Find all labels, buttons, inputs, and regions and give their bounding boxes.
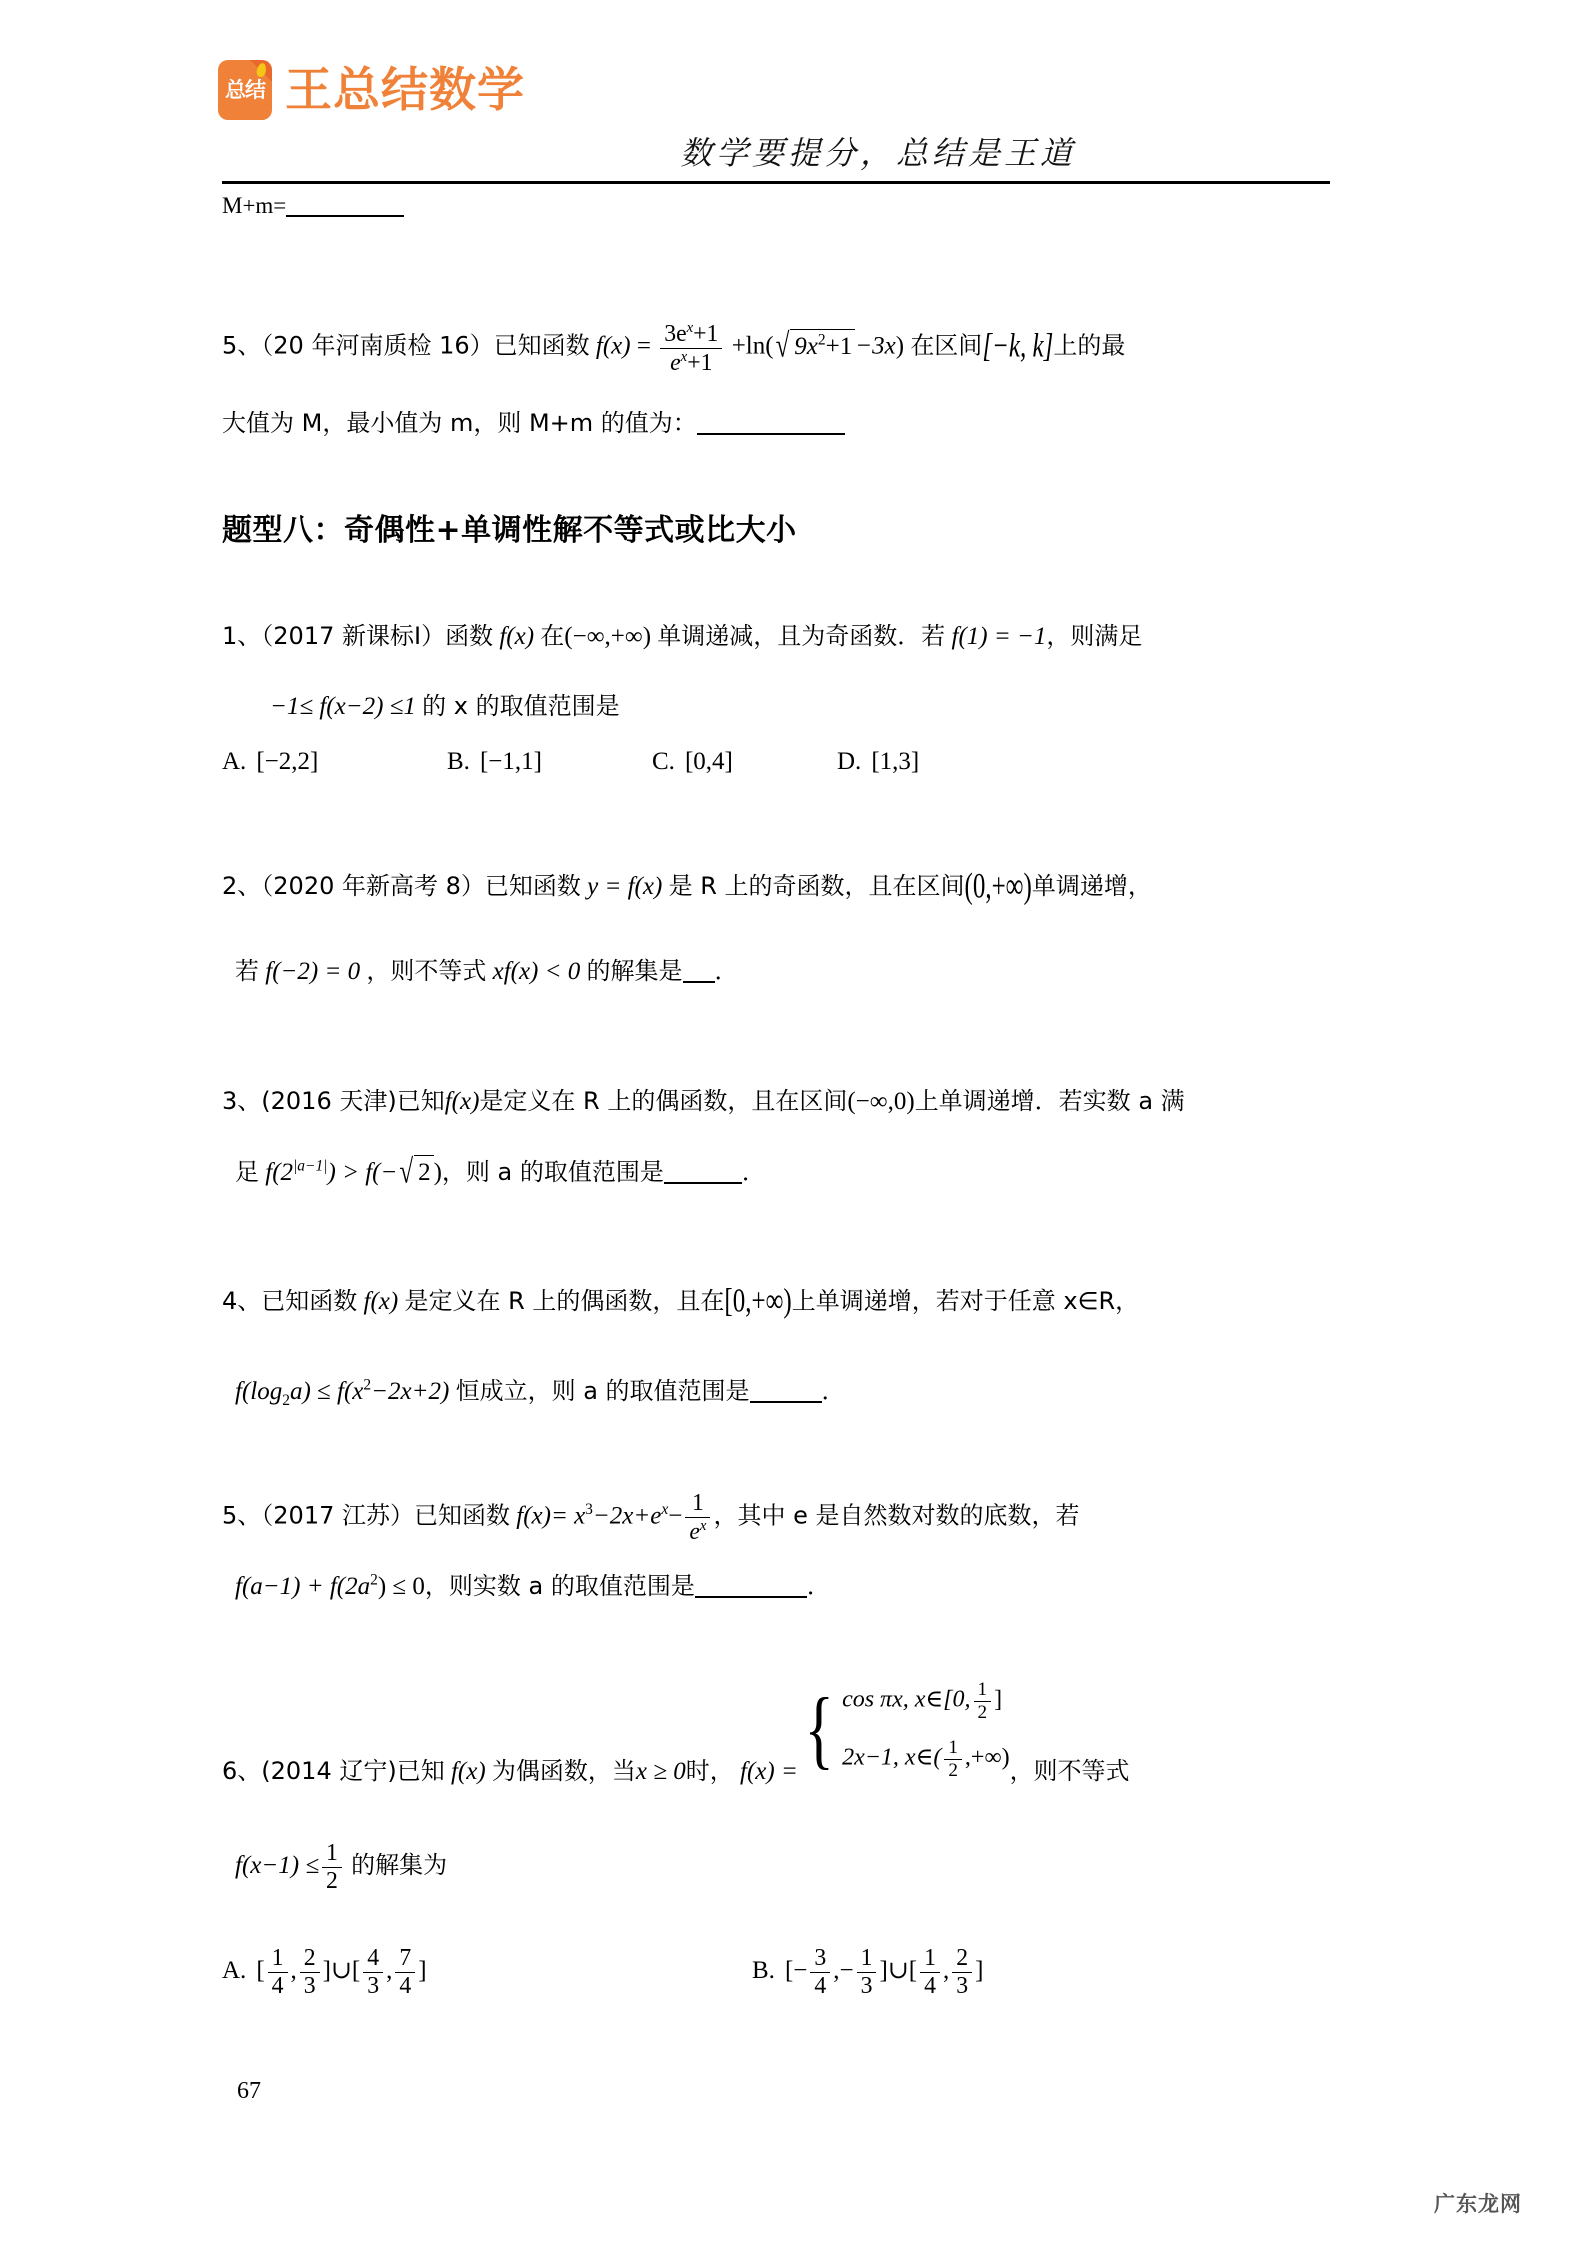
piece-1-fraction [974,1679,992,1723]
problem-5-top-source: （20 年河南质检 16） [261,331,494,360]
header-tagline: 数学要提分，总结是王道 [680,134,1077,172]
problem-3-sqrt [397,1155,433,1189]
problem-2-line-1 [222,866,1152,907]
answer-blank [683,981,715,983]
fraction-denominator: 3 [857,1972,877,2000]
answer-blank [286,215,404,217]
problem-2-source: （2020 年新高考 8） [261,872,485,900]
fraction-numerator: 1 [924,1945,936,1971]
problem-3-interval: (−∞,0) [847,1088,915,1115]
problem-5-stem: 已知函数 [414,1501,510,1530]
choice-label: A. [222,748,247,775]
problem-5-top-fx: f(x) [595,332,631,360]
problem-6-line1-c: 时， [685,1756,734,1785]
choice-open-1: [− [784,1956,808,1984]
fraction-numerator: 4 [367,1945,380,1971]
problem-6-number: 6、 [222,1756,262,1785]
problem-1-line-1 [222,620,1142,653]
problem-4-interval: [0,+∞) [724,1283,792,1320]
problem-2-period: ． [714,957,739,985]
problem-4-line-1 [222,1285,1139,1318]
fraction-numerator: 3 [814,1945,827,1971]
fraction-numerator: 1 [691,1490,704,1516]
problem-5-sup3: 3 [585,1500,593,1518]
choice-open-1: [ [256,1956,265,1984]
fraction-denominator [660,348,722,377]
watermark: 广东龙网 [1434,2192,1522,2216]
problem-4-line1-c: 上单调递增，若对于任意 x∈R， [791,1287,1140,1315]
problem-6-fraction [322,1840,342,1894]
frac-den-base: e [670,349,681,376]
problem-1-line1-d: ，则满足 [1046,622,1143,650]
piece-2-close: ,+∞) [964,1744,1010,1771]
answer-blank [664,1182,742,1184]
problem-5-minus: − [668,1502,683,1530]
problem-3-fx: f(x) [444,1088,480,1115]
problem-3-number: 3、 [222,1087,262,1115]
problem-5-line-1 [222,1490,1079,1545]
problem-1-choice-a[interactable] [222,748,447,776]
choice-open-2: [ [908,1956,918,1984]
choice-close-2: ] [418,1956,427,1984]
radicand-exponent: 2 [817,331,826,349]
problem-4-number: 4、 [222,1287,262,1315]
choice-label: A. [222,1956,247,1984]
problem-5-top-number: 5、 [222,331,262,360]
logo-mark-icon [218,60,272,120]
choice-close-1: ] [322,1956,331,1984]
fraction-denominator: 2 [974,1701,992,1724]
logo-mark-text: 总结 [225,77,265,102]
choice-fraction [952,1945,972,1999]
frac-den-tail: +1 [687,349,713,376]
page-number: 67 [237,2078,261,2104]
problem-2-line2-c: 的解集是 [586,957,683,985]
problem-1-line2-tail: 的 x 的取值范围是 [422,692,620,720]
problem-5-line-2 [235,1570,831,1603]
fraction-denominator: 4 [395,1972,415,2000]
problem-3-exponent: |a−1| [293,1157,328,1175]
problem-1-number: 1、 [222,622,262,650]
frac-num-base: 3e [664,320,687,347]
problem-4-fx: f(x) [363,1288,399,1315]
problem-1-line1-c: 单调递减，且为奇函数．若 [657,622,946,650]
problem-4-left-expr: f(log [235,1378,283,1405]
choice-label: B. [447,748,470,775]
problem-5-top-tail: 上的最 [1053,331,1126,360]
choice-fraction [395,1945,415,1999]
choice-sep-2: , [386,1956,393,1984]
problem-4-right-exponent: 2 [363,1376,372,1394]
fraction-denominator: 2 [322,1867,342,1895]
section-heading: 题型八：奇偶性+单调性解不等式或比大小 [222,513,797,548]
problem-2-stem: 已知函数 [484,872,581,900]
header-divider [222,181,1330,184]
problem-1-choice-d[interactable] [837,748,919,776]
problem-4-line1-b: 是定义在 R 上的偶函数，且在 [404,1287,725,1315]
choice-union: ∪ [887,1956,909,1984]
problem-3-line1-c: 上单调递增．若实数 a 满 [914,1087,1185,1115]
problem-6-choice-a[interactable] [222,1945,752,1999]
choice-open-2: [ [351,1956,361,1984]
piece-1-expr: cos πx, x∈[0, [842,1686,971,1713]
piecewise-row-2 [842,1730,1010,1788]
problem-2-line-2 [235,955,739,988]
choice-value: [−1,1] [479,748,542,775]
problem-1-source: （2017 新课标Ⅰ） [261,622,446,650]
problem-6-fx: f(x) [450,1757,486,1785]
problem-1-domain: (−∞,+∞) [564,623,652,650]
problem-2-line2-b: ，则不等式 [366,957,487,985]
answer-blank [695,1596,807,1598]
answer-blank [750,1401,822,1403]
problem-1-choice-b[interactable] [447,748,652,776]
brand-logo [218,60,525,120]
piece-2-fraction [944,1737,962,1781]
problem-6-source: (2014 辽宁) [261,1756,397,1785]
problem-4-stem: 已知函数 [261,1287,358,1315]
fraction-numerator: 1 [326,1840,338,1866]
problem-5-top-sqrt [774,329,856,363]
problem-1-line-2 [270,690,620,723]
problem-6-line-1 [222,1672,1130,1788]
problem-6-choices [222,1945,983,1999]
problem-4-period: ． [821,1377,846,1405]
problem-2-condition: f(−2) = 0 [265,958,361,985]
choice-value: [1,3] [871,748,920,775]
radicand [790,329,855,363]
problem-3-line-1 [222,1085,1185,1118]
problem-1-choices [222,748,919,776]
problem-5-top-stem: 已知函数 [493,331,590,360]
problem-5-top-line-2 [222,407,845,440]
fraction-numerator [660,320,722,348]
problem-3-line2-a: 足 [235,1158,259,1186]
problem-1-choice-c[interactable] [652,748,837,776]
problem-5-fx: f(x) [516,1502,551,1530]
frac-num-exponent: x [686,320,694,336]
fraction-denominator: 4 [268,1972,288,2000]
problem-2-inequality: xf(x) < 0 [492,958,581,985]
piecewise-rows [842,1672,1010,1788]
fraction-numerator: 2 [303,1945,316,1971]
problem-3-ineq-close: ) [433,1159,442,1186]
problem-6-line1-d: ，则不等式 [1009,1756,1130,1785]
choice-close-2: ] [975,1956,984,1984]
choice-value: [0,4] [684,748,733,775]
problem-6-condition: x ≥ 0 [635,1757,686,1785]
frac-den-base: e [689,1518,700,1545]
problem-5-supx: x [661,1500,669,1518]
problem-2-number: 2、 [222,872,262,900]
problem-2-interval: (0,+∞) [964,866,1032,907]
problem-5-top-minus3x: −3x [855,332,896,360]
choice-fraction [363,1945,383,1999]
problem-1-line1-b: 在 [540,622,565,650]
problem-2-line1-c: 单调递增， [1031,872,1152,900]
problem-5-line2-b: ，则实数 a 的取值范围是 [424,1572,695,1600]
fraction-denominator: 3 [952,1972,972,2000]
radicand-base: 9x [794,332,818,360]
problem-3-period: ． [741,1158,766,1186]
frac-num-tail: +1 [693,320,719,347]
problem-4-left-tail: a) [289,1378,311,1405]
problem-2-line2-a: 若 [235,957,259,985]
choice-label: B. [752,1956,775,1984]
choice-sep-1: , [290,1956,297,1984]
fraction-denominator: 3 [300,1972,320,2000]
fraction-numerator: 1 [271,1945,284,1971]
frac-den-exponent: x [699,1517,707,1534]
problem-5-top-line-1 [222,320,1125,376]
piece-2-expr: 2x−1, x∈( [842,1744,942,1771]
problem-6-ineq-left: f(x−1) ≤ [235,1851,320,1879]
choice-label: D. [837,748,862,775]
fraction-denominator: 3 [363,1972,383,2000]
problem-4-line-2 [235,1375,846,1411]
choice-value: [−2,2] [256,748,319,775]
problem-5-top-line2-text: 大值为 M，最小值为 m，则 M+m 的值为： [222,409,697,437]
problem-5-top-interval: [−k, k] [982,328,1054,365]
problem-4-log-base: 2 [282,1392,290,1409]
problem-6-choice-b[interactable] [752,1945,983,1999]
problem-4-right-expr: f(x [337,1378,364,1405]
left-brace-icon: { [804,1681,834,1778]
fraction-denominator: 2 [944,1759,962,1782]
piecewise-row-1 [842,1672,1010,1730]
fraction-numerator: 1 [977,1679,988,1700]
problem-1-fx: f(x) [499,623,535,650]
fraction-denominator: 4 [920,1972,940,2000]
fraction-numerator: 1 [860,1945,873,1971]
problem-6-line2-tail: 的解集为 [351,1850,448,1879]
problem-1-inequality: −1≤ f(x−2) ≤1 [270,693,416,720]
problem-3-line-2 [235,1155,766,1189]
problem-5-ineq: f(a−1) + f(2a [235,1573,371,1600]
fraction-denominator [685,1517,710,1546]
piece-1-close: ] [994,1686,1003,1713]
problem-6-piecewise [798,1672,1010,1788]
problem-3-line1-b: 是定义在 R 上的偶函数，且在区间 [479,1087,848,1115]
problem-3-stem: 已知 [396,1087,445,1115]
problem-5-top-interval-text: 在区间 [910,331,983,360]
problem-5-number: 5、 [222,1501,262,1530]
choice-fraction [920,1945,940,1999]
choice-sep-2: , [942,1956,950,1984]
choice-label: C. [652,748,675,775]
choice-fraction [810,1945,830,1999]
problem-5-ineq-exponent: 2 [370,1571,378,1589]
problem-5-top-fraction [660,320,722,376]
page-header [0,0,1587,190]
top-answer-fragment [222,193,404,219]
problem-4-le-sign: ≤ [317,1378,331,1405]
logo-wordmark: 王总结数学 [285,62,525,118]
problem-6-line1-b: 为偶函数，当 [491,1756,636,1785]
problem-3-line2-b: ，则 a 的取值范围是 [441,1158,664,1186]
problem-5-term2: −2x+e [592,1502,662,1530]
problem-2-line1-b: 是 R 上的奇函数，且在区间 [668,872,965,900]
choice-fraction [268,1945,288,1999]
fraction-numerator: 7 [399,1945,412,1971]
problem-5-period: ． [806,1572,831,1600]
problem-6-stem: 已知 [396,1756,445,1785]
fraction-numerator: 2 [956,1945,969,1971]
problem-1-condition: f(1) = −1 [951,623,1047,650]
problem-5-source: （2017 江苏） [261,1501,414,1530]
radical-sign-icon: √ [775,328,790,365]
problem-4-right-tail: −2x+2) [371,1378,450,1405]
answer-blank [697,433,845,435]
problem-1-stem: 函数 [445,622,494,650]
problem-6-fx2: f(x) = [740,1757,798,1785]
choice-fraction [857,1945,877,1999]
frac-den-exponent: x [680,348,688,365]
fraction-numerator: 1 [948,1737,958,1758]
top-fragment-label: M+m= [222,193,287,218]
problem-4-line2-b: 恒成立，则 a 的取值范围是 [455,1377,750,1405]
problem-2-function: y = f(x) [587,873,663,900]
choice-union: ∪ [330,1956,352,1984]
problem-5-fraction [685,1490,710,1545]
problem-5-top-equals: = [636,332,651,360]
problem-5-top-ln: +ln( [731,332,774,360]
problem-3-source: (2016 天津) [261,1087,397,1115]
choice-fraction [300,1945,320,1999]
radicand-tail: +1 [825,332,853,360]
choice-close-1: ] [879,1956,888,1984]
problem-3-ineq-mid: ) > f(− [327,1159,398,1186]
problem-3-ineq-left: f(2 [265,1159,294,1186]
choice-sep-1: ,− [833,1956,854,1984]
problem-5-ineq-tail: ) ≤ 0 [377,1573,425,1600]
radicand: 2 [414,1155,434,1189]
fraction-denominator: 4 [810,1972,830,2000]
problem-5-top-close: ) [895,332,905,360]
problem-5-line1-b: ，其中 e 是自然数对数的底数，若 [713,1501,1080,1530]
problem-6-line-2 [235,1840,447,1894]
radical-sign-icon: √ [399,1154,414,1191]
problem-5-eq: = x [550,1502,586,1530]
